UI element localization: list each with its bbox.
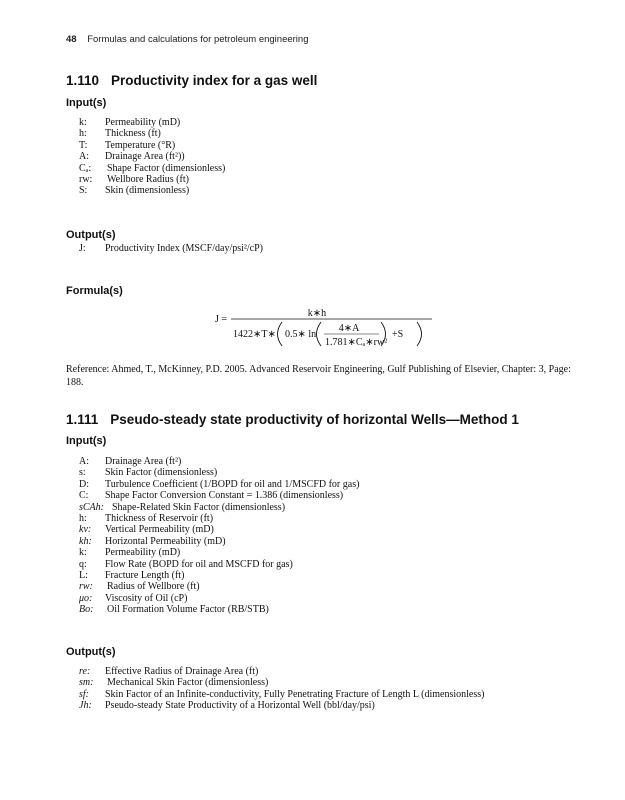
- variable-symbol: μo:: [79, 592, 93, 604]
- list-item: [79, 117, 225, 128]
- variable-description: Skin Factor of an Infinite-conductivity, Fully Penetrating Fracture of Length L (dimensionless): [105, 688, 485, 700]
- right-paren-inner: [381, 322, 386, 346]
- variable-symbol: Cₐ:: [79, 162, 92, 174]
- running-header: [66, 34, 308, 45]
- variable-symbol: re:: [79, 666, 91, 677]
- variable-symbol: kh:: [79, 535, 92, 547]
- list-item: [79, 547, 359, 558]
- inner-numerator: 4∗A: [338, 323, 360, 334]
- variable-description: Flow Rate (BOPD for oil and MSCFD for gas): [105, 558, 293, 570]
- variable-description: Effective Radius of Drainage Area (ft): [105, 666, 259, 677]
- variable-symbol: s:: [79, 467, 86, 479]
- variable-symbol: S:: [79, 185, 88, 197]
- list-item: [79, 140, 225, 151]
- variable-description: Wellbore Radius (ft): [107, 173, 189, 185]
- variable-symbol: C:: [79, 490, 89, 502]
- formula-heading: Formula(s): [66, 285, 123, 297]
- variable-description: Shape Factor (dimensionless): [107, 162, 226, 174]
- list-item: [79, 689, 484, 700]
- variable-description: Skin (dimensionless): [105, 185, 190, 197]
- variable-description: Pseudo-steady State Productivity of a Horizontal Well (bbl/day/psi): [105, 700, 375, 712]
- variable-description: Turbulence Coefficient (1/BOPD for oil and 1/MSCFD for gas): [105, 478, 360, 490]
- variable-description: Thickness (ft): [105, 128, 161, 140]
- page-number: 48: [66, 34, 77, 45]
- right-paren-outer: [417, 322, 422, 346]
- list-item: [79, 502, 359, 513]
- variable-symbol: kv:: [79, 524, 92, 536]
- outputs-heading: Output(s): [66, 229, 116, 241]
- list-item: [79, 570, 359, 581]
- variable-description: Skin Factor (dimensionless): [105, 467, 218, 479]
- variable-description: Mechanical Skin Factor (dimensionless): [107, 677, 269, 689]
- variable-symbol: rw:: [79, 173, 93, 185]
- variable-description: Permeability (mD): [105, 547, 181, 559]
- variable-symbol: J:: [79, 243, 86, 254]
- list-item: [79, 128, 225, 139]
- variable-symbol: rw:: [79, 581, 93, 593]
- variable-symbol: sm:: [79, 677, 94, 689]
- list-item: [79, 456, 359, 467]
- variable-symbol: h:: [79, 128, 87, 140]
- variable-description: Horizontal Permeability (mD): [105, 535, 226, 547]
- variable-symbol: A:: [79, 456, 89, 467]
- list-item: [79, 174, 225, 185]
- variable-symbol: T:: [79, 139, 88, 151]
- list-item: [79, 559, 359, 570]
- list-item: [79, 479, 359, 490]
- variable-description: Viscosity of Oil (cP): [105, 592, 188, 604]
- variable-symbol: Jh:: [79, 700, 92, 712]
- variable-description: Productivity Index (MSCF/day/psi²/cP): [105, 243, 263, 254]
- variable-symbol: A:: [79, 151, 89, 163]
- inputs-heading: Input(s): [66, 97, 107, 109]
- outputs-heading: Output(s): [66, 646, 116, 658]
- list-item: [79, 151, 225, 162]
- variable-symbol: k:: [79, 117, 87, 128]
- list-item: [79, 593, 359, 604]
- formula-lhs: J =: [215, 314, 228, 325]
- variable-symbol: k:: [79, 547, 87, 559]
- left-paren-inner: [317, 322, 322, 346]
- list-item: [79, 163, 225, 174]
- variable-symbol: h:: [79, 512, 87, 524]
- variable-description: Drainage Area (ft²): [105, 456, 182, 467]
- variable-description: Shape Factor Conversion Constant = 1.386 (dimensionless): [105, 490, 344, 502]
- variable-description: Oil Formation Volume Factor (RB/STB): [107, 604, 269, 616]
- variable-symbol: D:: [79, 478, 89, 490]
- formula-numerator: k∗h: [307, 308, 327, 319]
- variable-symbol: q:: [79, 558, 87, 570]
- list-item: [79, 666, 484, 677]
- list-item: [79, 700, 484, 711]
- variable-description: Radius of Wellbore (ft): [107, 581, 200, 593]
- list-item: [79, 467, 359, 478]
- formula-den-prefix: 1422∗T∗: [233, 329, 276, 340]
- section-title-text: Pseudo-steady state productivity of horizontal Wells—Method 1: [110, 412, 519, 427]
- reference-text: Reference: Ahmed, T., McKinney, P.D. 2005. Advanced Reservoir Engineering, Gulf Publishing of Elsevier, Chapter: 3, Page: 188.: [66, 364, 571, 388]
- formula-plus-s: +S: [392, 329, 404, 340]
- variable-description: Shape-Related Skin Factor (dimensionless): [112, 501, 286, 513]
- left-paren-outer: [278, 322, 283, 346]
- list-item: [79, 604, 359, 615]
- list-item: [79, 581, 359, 592]
- inputs-heading: Input(s): [66, 435, 107, 447]
- variable-description: Drainage Area (ft²)): [105, 151, 185, 163]
- variable-symbol: sf:: [79, 688, 89, 700]
- list-item: [79, 185, 225, 196]
- section-number: 1.110: [66, 73, 100, 88]
- variable-description: Permeability (mD): [105, 117, 181, 128]
- input-list: [79, 456, 359, 615]
- formula-ln-part: 0.5∗ ln: [285, 329, 317, 340]
- input-list: [79, 117, 225, 197]
- output-list: [79, 243, 263, 254]
- list-item: [79, 490, 359, 501]
- list-item: [79, 524, 359, 535]
- variable-description: Temperature (°R): [105, 139, 176, 151]
- variable-symbol: sCAh:: [79, 501, 104, 513]
- variable-description: Thickness of Reservoir (ft): [105, 512, 214, 524]
- variable-description: Fracture Length (ft): [105, 569, 185, 581]
- variable-symbol: Bo:: [79, 604, 94, 616]
- book-title: Formulas and calculations for petroleum engineering: [87, 34, 309, 45]
- section-number: 1.111: [66, 412, 99, 427]
- list-item: [79, 677, 484, 688]
- list-item: [79, 243, 263, 254]
- variable-symbol: L:: [79, 569, 88, 581]
- variable-description: Vertical Permeability (mD): [105, 524, 214, 536]
- output-list: [79, 666, 484, 712]
- inner-denominator: 1.781∗Cₐ∗rw²: [325, 337, 388, 348]
- list-item: [79, 513, 359, 524]
- section-title-text: Productivity index for a gas well: [111, 73, 318, 88]
- section-title-1-111: [66, 412, 519, 427]
- list-item: [79, 536, 359, 547]
- section-title-1-110: [66, 73, 317, 88]
